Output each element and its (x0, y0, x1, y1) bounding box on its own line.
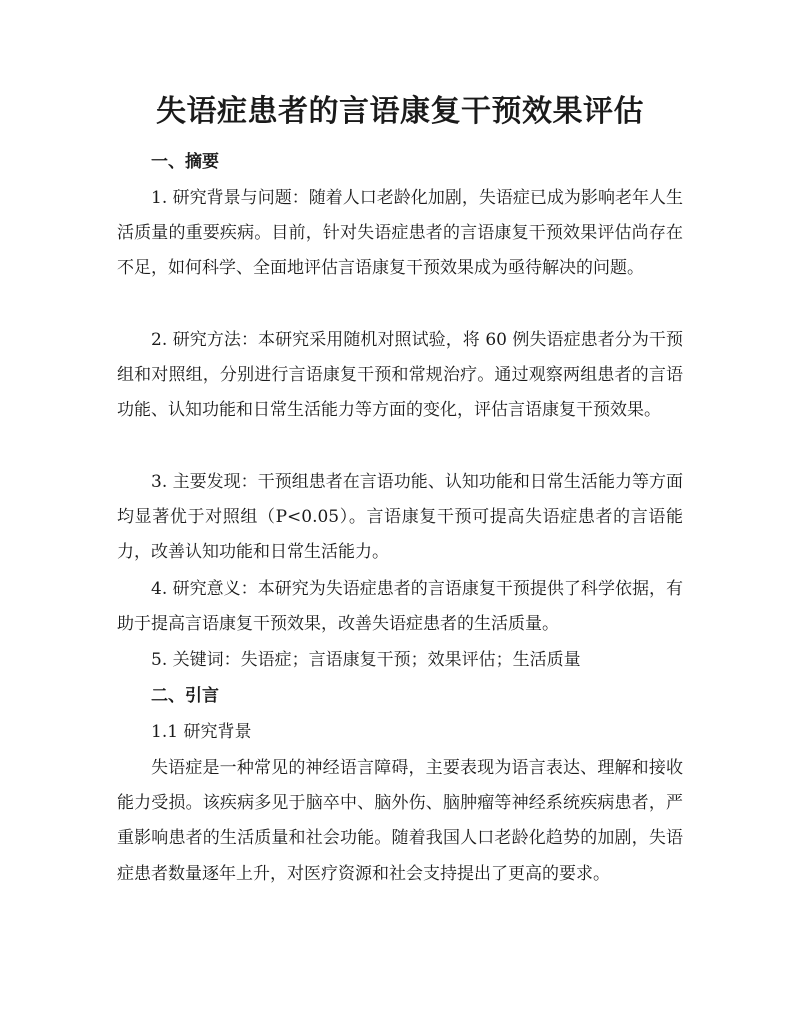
introduction-paragraph: 失语症是一种常见的神经语言障碍，主要表现为语言表达、理解和接收能力受损。该疾病多见于脑卒中、脑外伤、脑肿瘤等神经系统疾病患者，严重影响患者的生活质量和社会功能。随着我国人口老龄化趋势的加剧，失语症患者数量逐年上升，对医疗资源和社会支持提出了更高的要求。 (117, 758, 683, 884)
subsection-heading-background: 1.1 研究背景 (151, 722, 252, 742)
section-heading-abstract: 一、摘要 (151, 152, 219, 172)
abstract-item-keywords: 5. 关键词：失语症；言语康复干预；效果评估；生活质量 (151, 650, 581, 670)
abstract-item-significance: 4. 研究意义：本研究为失语症患者的言语康复干预提供了科学依据，有助于提高言语康复干预效果，改善失语症患者的生活质量。 (117, 579, 683, 635)
abstract-item-methods: 2. 研究方法：本研究采用随机对照试验，将 60 例失语症患者分为干预组和对照组，分别进行言语康复干预和常规治疗。通过观察两组患者的言语功能、认知功能和日常生活能力等方面的变化，评估言语康复干预效果。 (117, 330, 683, 421)
section-heading-introduction: 二、引言 (151, 686, 219, 706)
document-title: 失语症患者的言语康复干预效果评估 (156, 94, 644, 129)
abstract-item-background: 1. 研究背景与问题：随着人口老龄化加剧，失语症已成为影响老年人生活质量的重要疾病。目前，针对失语症患者的言语康复干预效果评估尚存在不足，如何科学、全面地评估言语康复干预效果成为亟待解决的问题。 (117, 188, 683, 279)
abstract-item-findings: 3. 主要发现：干预组患者在言语功能、认知功能和日常生活能力等方面均显著优于对照组（P<0.05）。言语康复干预可提高失语症患者的言语能力，改善认知功能和日常生活能力。 (117, 472, 683, 563)
